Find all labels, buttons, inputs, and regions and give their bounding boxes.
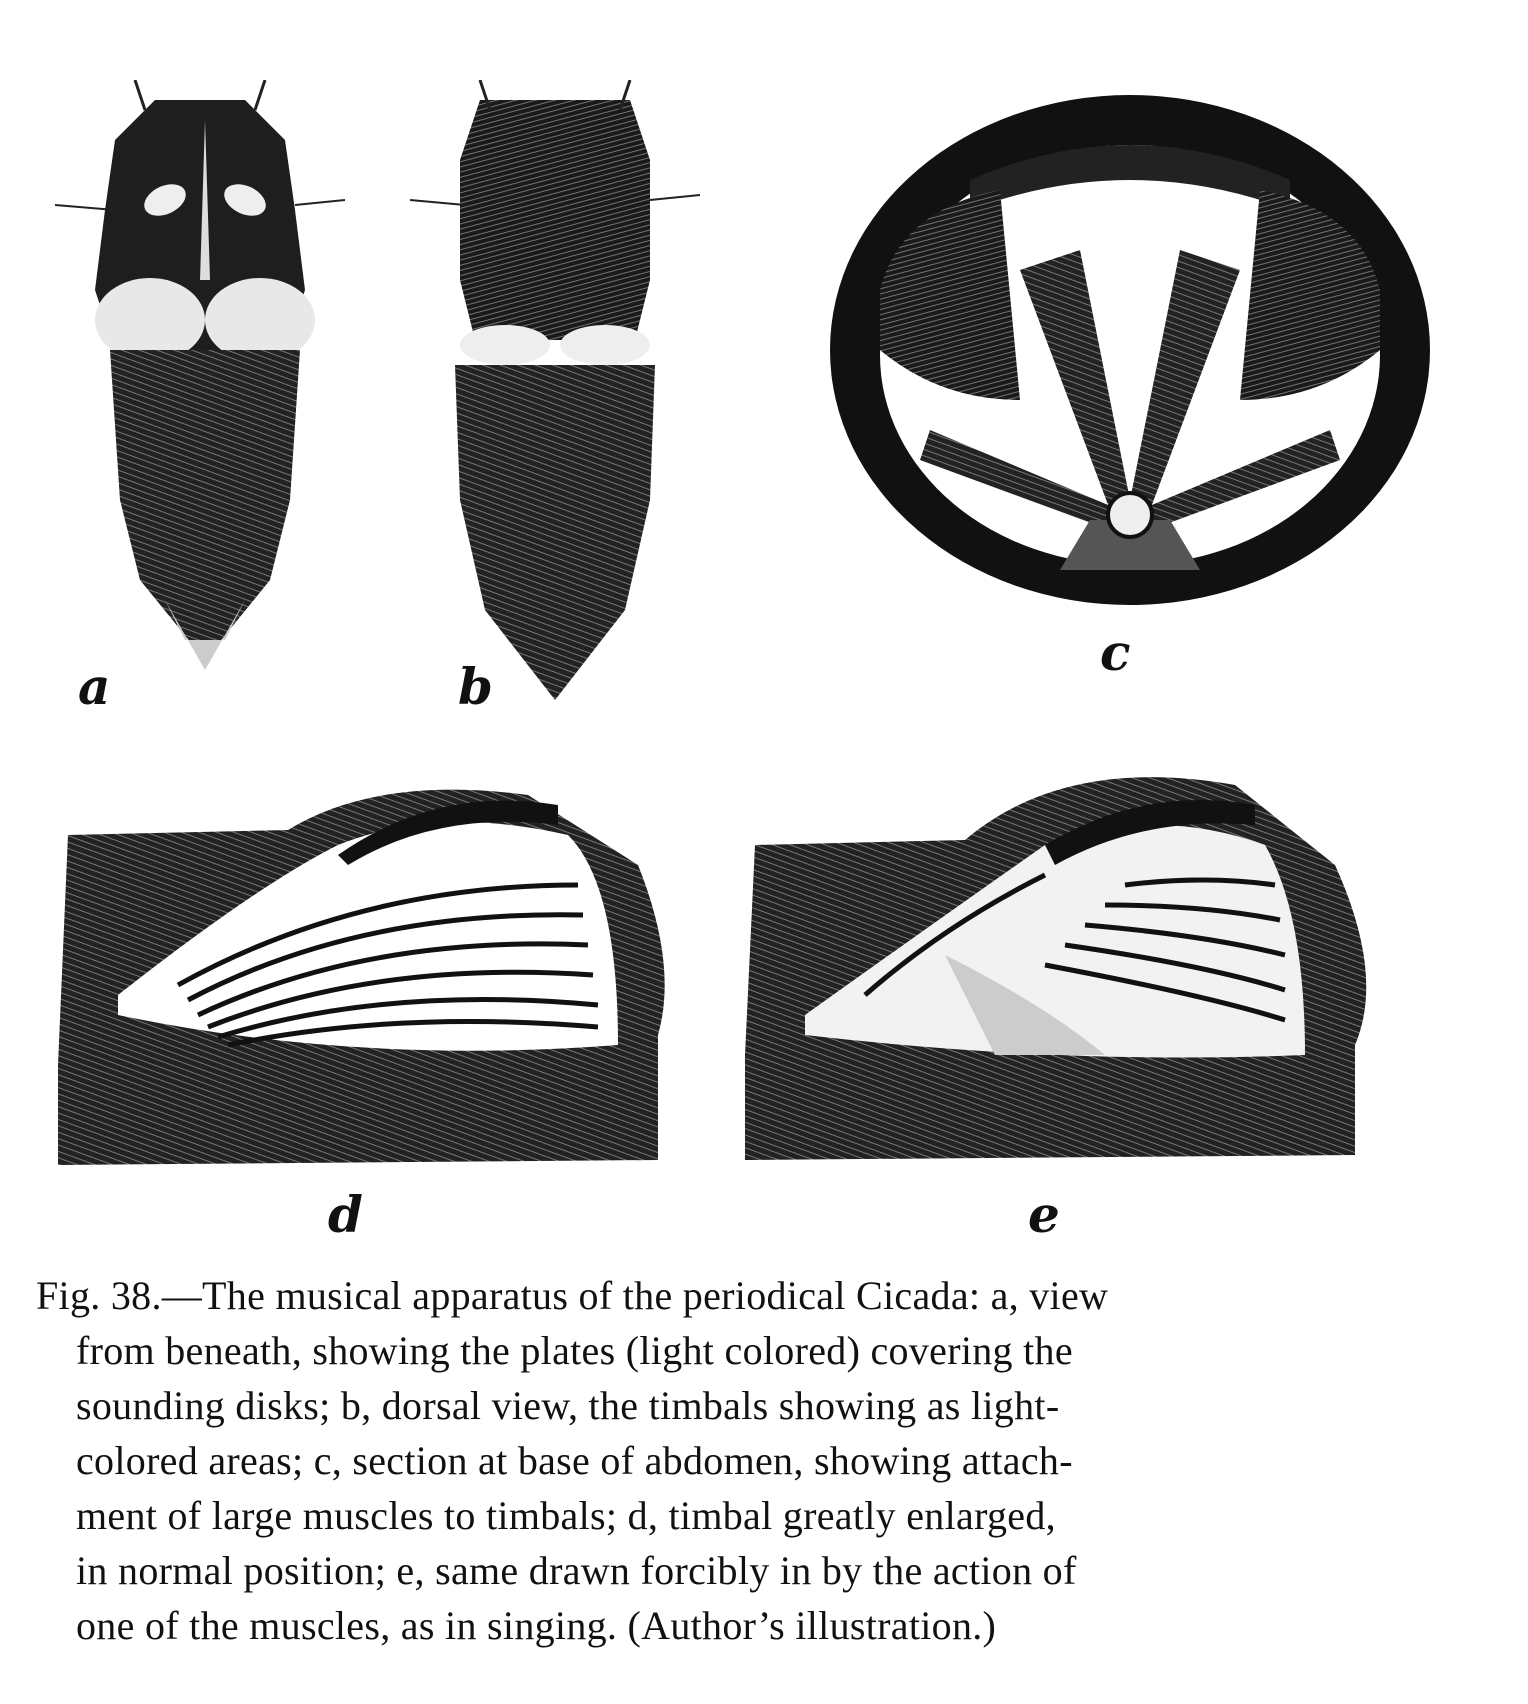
label-e: e <box>1028 1185 1060 1244</box>
figure-panel-a <box>55 80 345 730</box>
caption-line: in normal position; e, same drawn forcibly in by the action of <box>76 1548 1077 1593</box>
caption-line: from beneath, showing the plates (light colored) covering the <box>76 1328 1073 1373</box>
label-a: a <box>78 657 111 716</box>
label-b: b <box>458 657 493 716</box>
label-d: d <box>328 1185 363 1244</box>
figure-panel-b <box>410 80 700 730</box>
abdomen-section-illustration <box>820 70 1440 605</box>
timbal-normal-illustration <box>58 765 698 1170</box>
timbal-drawn-in-illustration <box>745 755 1385 1175</box>
caption-line: one of the muscles, as in singing. (Author’s illustration.) <box>76 1603 997 1648</box>
cicada-ventral-illustration <box>55 80 345 730</box>
figure-caption <box>36 1268 1466 1653</box>
label-c: c <box>1100 623 1131 682</box>
caption-line: sounding disks; b, dorsal view, the timbals showing as light- <box>76 1383 1060 1428</box>
caption-line: colored areas; c, section at base of abdomen, showing attach- <box>76 1438 1073 1483</box>
caption-line: Fig. 38.—The musical apparatus of the periodical Cicada: a, view <box>36 1273 1109 1318</box>
caption-line: ment of large muscles to timbals; d, timbal greatly enlarged, <box>76 1493 1056 1538</box>
figure-panel-d <box>58 765 698 1170</box>
figure-panel-e <box>745 755 1385 1175</box>
figure-panel-c <box>820 70 1440 605</box>
cicada-dorsal-illustration <box>410 80 700 730</box>
